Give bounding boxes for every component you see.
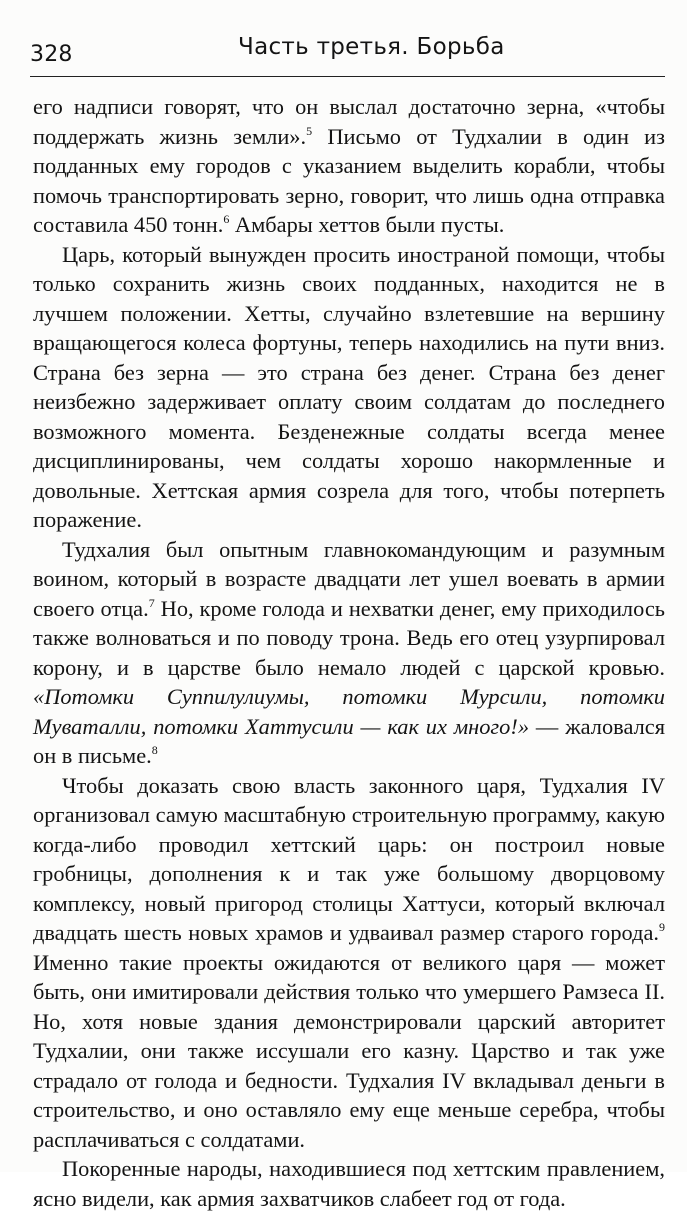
running-head: Часть третья. Борьба [238, 34, 505, 60]
footnote-ref: 9 [659, 920, 665, 934]
text-run: Именно такие проекты ожидаются от великого царя — может быть, они имитировали действия только что умершего Рамзеса II. Но, хотя новые здания демонстрировали царский авторитет Тудхалии, они также иссушали его казну. Царство и так уже страдало от голода и бедности. Тудхалия IV вкладывал деньги в строительство, и оно оставляло ему еще меньше серебра, чтобы расплачиваться с солдатами. [33, 949, 665, 1152]
paragraph [33, 1154, 665, 1213]
text-run: — жаловался он в письме. [33, 713, 665, 768]
paragraph [33, 240, 665, 535]
text-run: Покоренные народы, находившиеся под хеттским правлением, ясно видели, как армия захватчиков слабеет год от года. [33, 1156, 665, 1211]
text-run: Амбары хеттов были пусты. [229, 212, 505, 237]
paragraph [33, 92, 665, 240]
footnote-ref: 7 [148, 595, 155, 610]
footnote-ref: 6 [223, 212, 230, 226]
text-run: его надписи говорят, что он выслал достаточно зерна, «чтобы поддержать жизнь земли». [33, 94, 665, 149]
text-run: Письмо от Тудхалии в один из подданных ему городов с указанием выделить корабли, чтобы помочь транспортировать зерно, говорит, что лишь одна отправка составила 450 тонн. [33, 123, 665, 237]
body-text [33, 92, 665, 1213]
page-header [30, 30, 665, 77]
text-run: Но, кроме голода и нехватки денег, ему приходилось также волноваться и по поводу трона. Ведь его отец узурпировал корону, и в царстве было немало людей с царской кровью. [33, 595, 665, 680]
paragraph [33, 771, 665, 1155]
text-run: Чтобы доказать свою власть законного царя, Тудхалия IV организовал самую масштабную строительную программу, какую когда-либо проводил хеттский царь: он построил новые гробницы, дополнения к и так уже большому дворцовому комплексу, новый пригород столицы Хаттуси, который включал двадцать шесть новых храмов и удваивал размер старого города. [33, 772, 665, 945]
footnote-ref: 8 [151, 743, 158, 757]
text-run: Царь, который вынужден просить иностраной помощи, чтобы только сохранить жизнь своих подданных, находится не в лучшем положении. Хетты, случайно взлетевшие на вершину вращающегося колеса фортуны, теперь находились на пути вниз. Страна без зерна — это страна без денег. Страна без денег неизбежно задерживает оплату своим солдатам до последнего возможного момента. Безденежные солдаты всегда менее дисциплинированы, чем солдаты хорошо накормленные и довольные. Хеттская армия созрела для того, чтобы потерпеть поражение. [33, 241, 665, 532]
paragraph [33, 535, 665, 771]
footnote-ref: 5 [306, 123, 313, 138]
text-run: Тудхалия был опытным главнокомандующим и разумным воином, который в возрасте двадцати лет ушел воевать в армии своего отца. [33, 536, 665, 621]
quote-text: «Потомки Суппилулиумы, потомки Мурсили, потомки Муваталли, потомки Хаттусили — как их много!» [33, 684, 665, 739]
page-number: 328 [30, 42, 73, 67]
